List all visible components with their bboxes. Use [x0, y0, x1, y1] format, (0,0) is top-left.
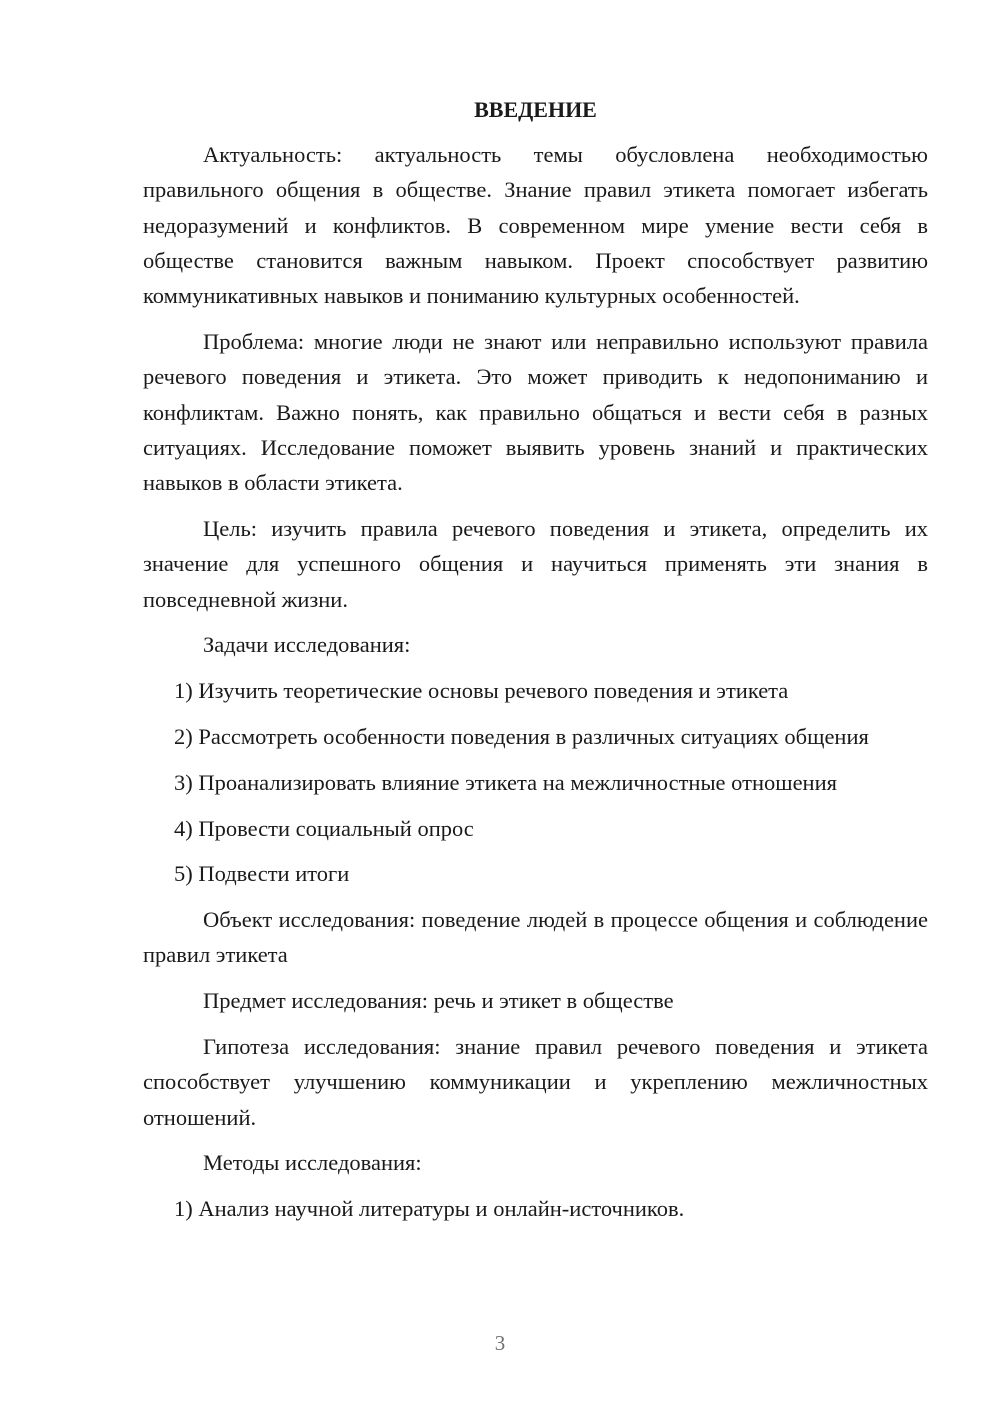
task-item: 4) Провести социальный опрос	[174, 815, 474, 841]
method-item: 1) Анализ научной литературы и онлайн-источников.	[174, 1196, 685, 1222]
page-number: 3	[494, 1331, 506, 1355]
subject-paragraph: Предмет исследования: речь и этикет в обществе	[203, 988, 674, 1014]
goal-paragraph: Цель: изучить правила речевого поведения и этикета, определить их значение для успешного общения и научиться применять эти знания в повседневной жизни.	[143, 515, 928, 612]
task-item: 1) Изучить теоретические основы речевого поведения и этикета	[174, 678, 789, 704]
task-item: 2) Рассмотреть особенности поведения в различных ситуациях общения	[174, 723, 869, 749]
task-item: 3) Проанализировать влияние этикета на межличностные отношения	[174, 769, 837, 795]
hypothesis-paragraph: Гипотеза исследования: знание правил речевого поведения и этикета способствует улучшению коммуникации и укреплению межличностных отношений.	[143, 1034, 928, 1130]
methods-heading: Методы исследования:	[203, 1150, 422, 1176]
problem-paragraph: Проблема: многие люди не знают или неправильно используют правила речевого поведения и этикета. Это может приводить к недопониманию и конфликтам. Важно понять, как правильно общаться и вести себя в разных ситуациях. Исследование поможет выявить уровень знаний и практических навыков в области этикета.	[143, 328, 928, 496]
task-item: 5) Подвести итоги	[174, 861, 350, 887]
tasks-heading: Задачи исследования:	[203, 632, 411, 658]
document-page	[143, 92, 928, 1237]
object-paragraph: Объект исследования: поведение людей в процессе общения и соблюдение правил этикета	[143, 907, 928, 968]
relevance-paragraph: Актуальность: актуальность темы обусловлена необходимостью правильного общения в обществе. Знание правил этикета помогает избегать недоразумений и конфликтов. В современном мире умение вести себя в обществе становится важным навыком. Проект способствует развитию коммуникативных навыков и пониманию культурных особенностей.	[143, 142, 928, 309]
section-title: ВВЕДЕНИЕ	[474, 97, 597, 122]
